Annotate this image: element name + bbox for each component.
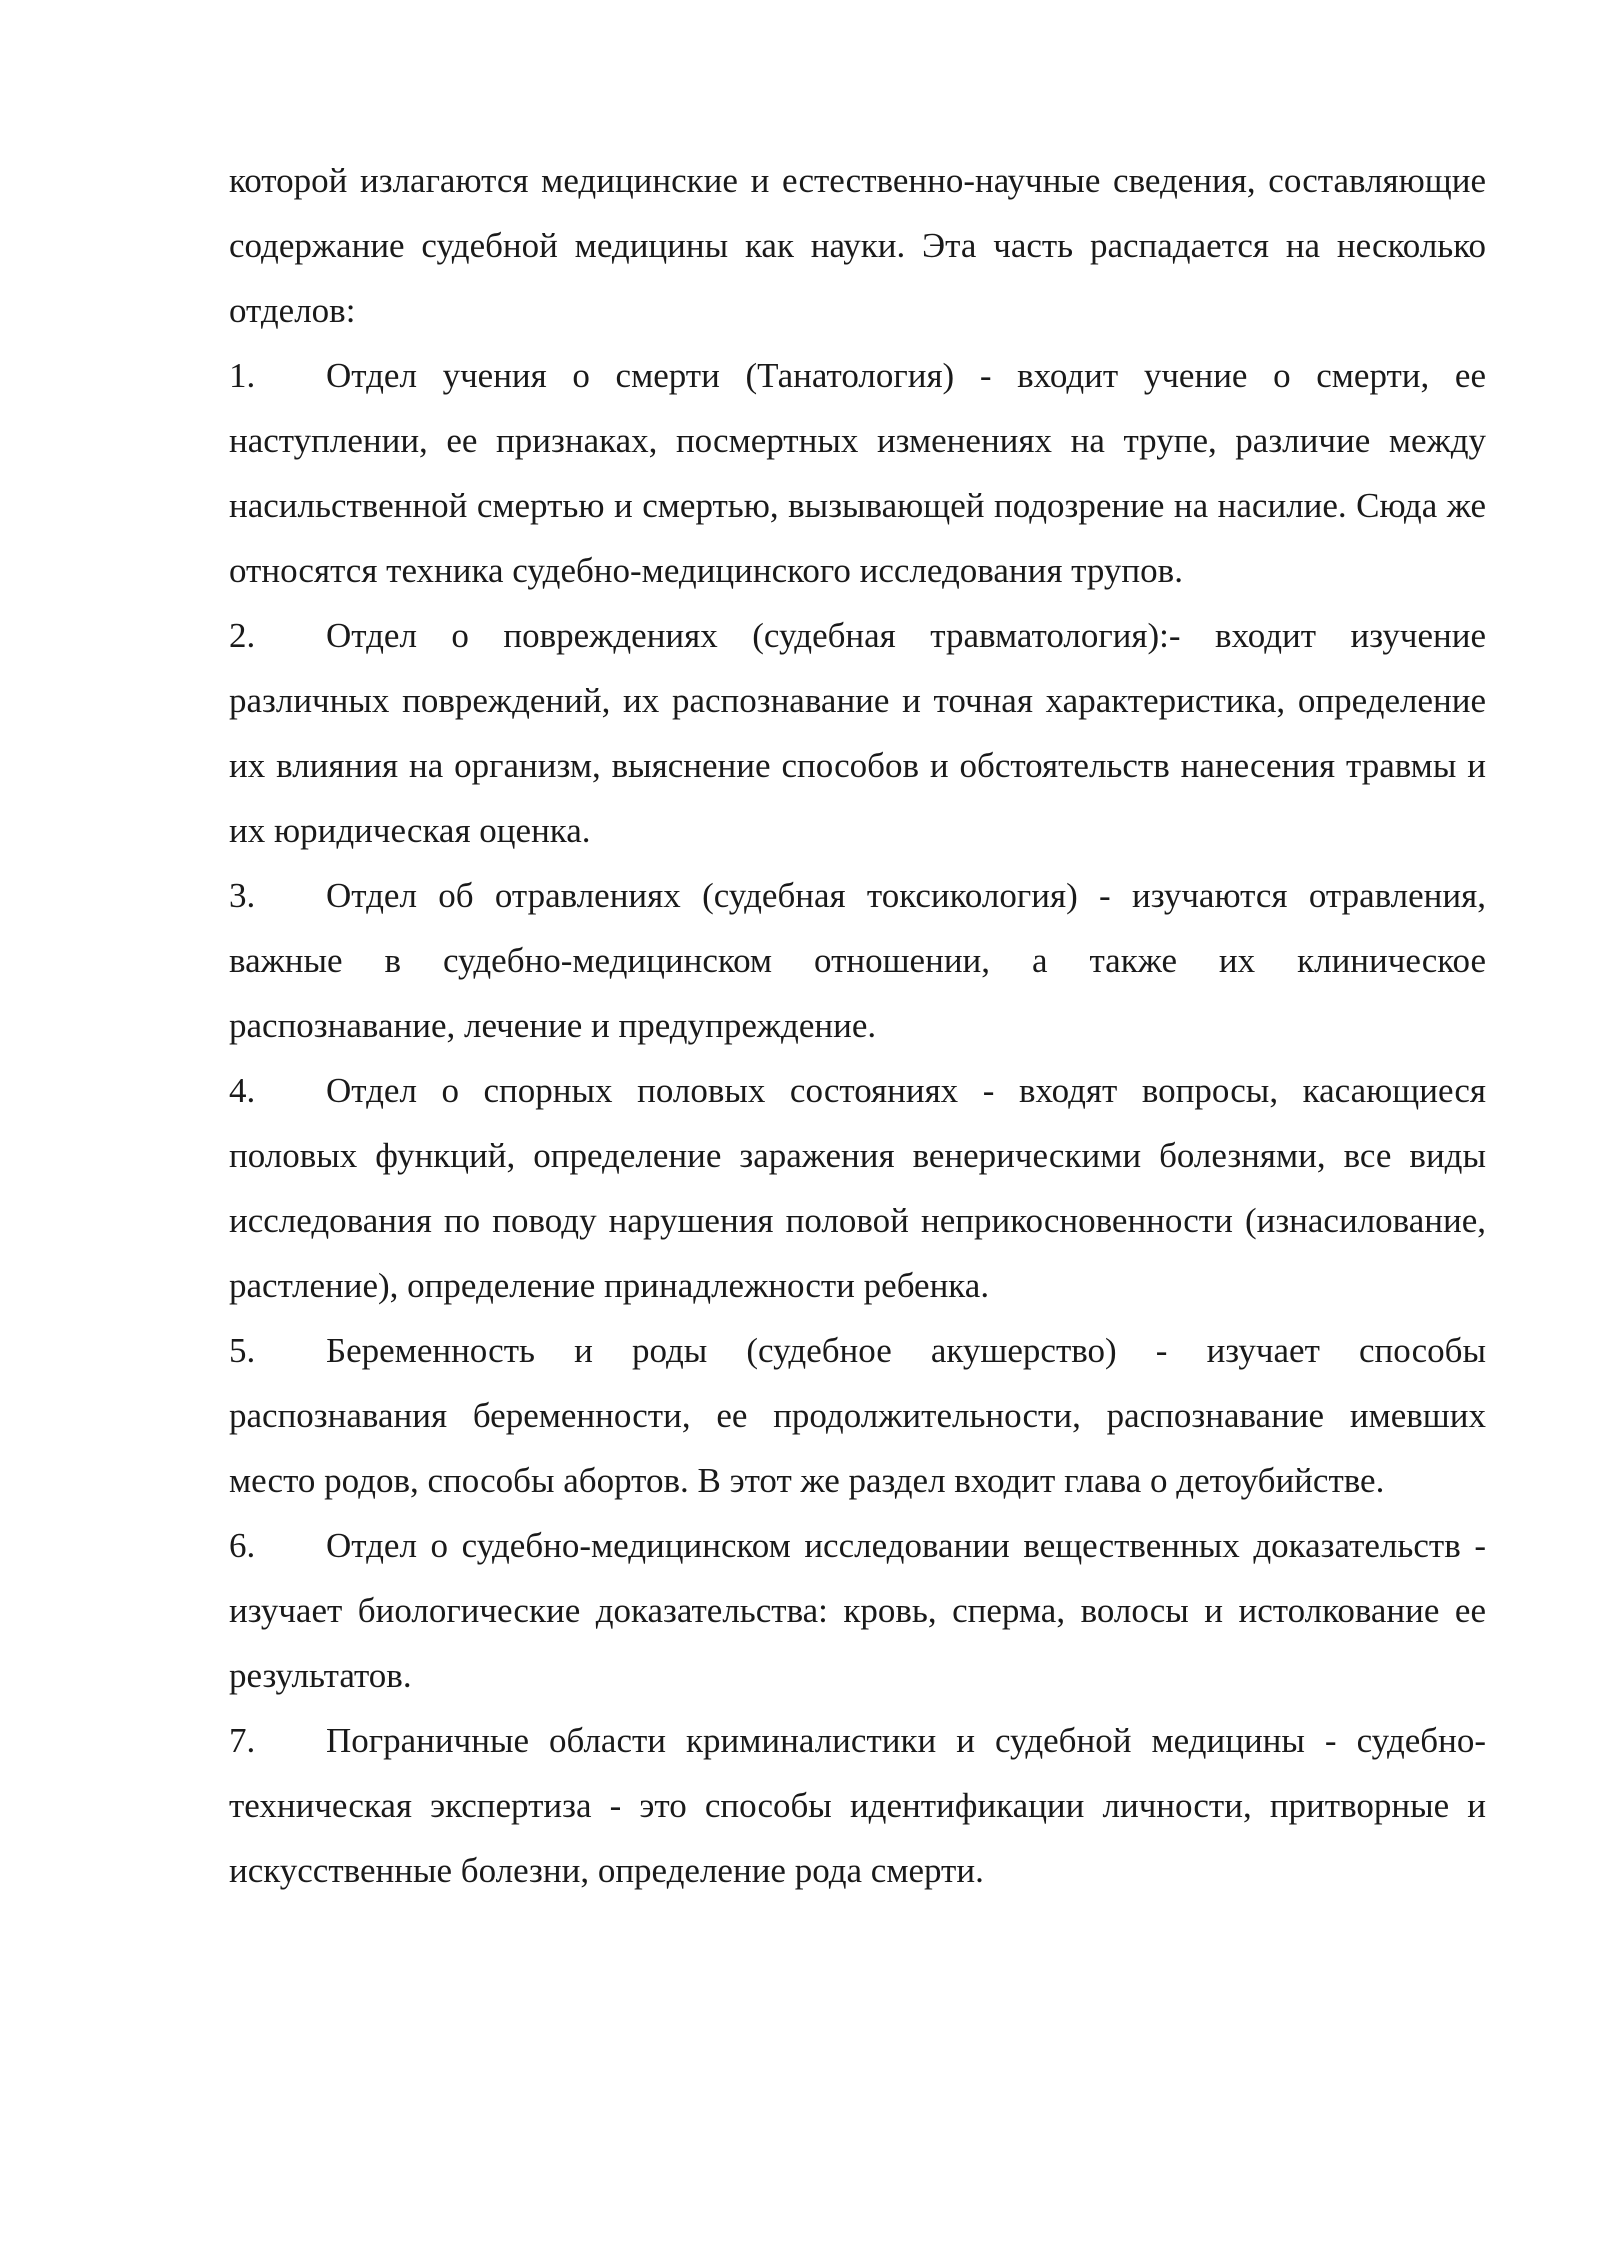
list-item [229, 1058, 1486, 1318]
list-item [229, 1318, 1486, 1513]
list-item-number: 5. [229, 1331, 256, 1370]
list-item-number: 7. [229, 1721, 256, 1760]
list-item [229, 343, 1486, 603]
list-item-number: 3. [229, 876, 256, 915]
list-item [229, 1708, 1486, 1903]
list-item-text: Отдел о повреждениях (судебная травматология):- входит изучение различных повреждений, их распознавание и точная характеристика, определение их влияния на организм, выяснение способов и обстоятельств нанесения травмы и их юридическая оценка. [229, 616, 1486, 850]
list-item-number: 4. [229, 1071, 256, 1110]
list-item-text: Отдел учения о смерти (Танатология) - входит учение о смерти, ее наступлении, ее признаках, посмертных изменениях на трупе, различие между насильственной смертью и смертью, вызывающей подозрение на насилие. Сюда же относятся техника судебно-медицинского исследования трупов. [229, 356, 1486, 590]
list-item-text: Пограничные области криминалистики и судебной медицины - судебно-техническая экспертиза - это способы идентификации личности, притворные и искусственные болезни, определение рода смерти. [229, 1721, 1486, 1890]
list-item [229, 1513, 1486, 1708]
list-item [229, 603, 1486, 863]
list-item-text: Отдел о спорных половых состояниях - входят вопросы, касающиеся половых функций, определение заражения венерическими болезнями, все виды исследования по поводу нарушения половой неприкосновенности (изнасилование, растление), определение принадлежности ребенка. [229, 1071, 1486, 1305]
list-item-text: Отдел об отравлениях (судебная токсикология) - изучаются отравления, важные в судебно-медицинском отношении, а также их клиническое распознавание, лечение и предупреждение. [229, 876, 1486, 1045]
list-item-number: 6. [229, 1526, 256, 1565]
list-item-number: 2. [229, 616, 256, 655]
body-text [229, 148, 1486, 1903]
list-item-number: 1. [229, 356, 256, 395]
list-item-text: Отдел о судебно-медицинском исследовании вещественных доказательств - изучает биологические доказательства: кровь, сперма, волосы и истолкование ее результатов. [229, 1526, 1486, 1695]
list-item-text: Беременность и роды (судебное акушерство) - изучает способы распознавания беременности, ее продолжительности, распознавание имевших место родов, способы абортов. В этот же раздел входит глава о детоубийстве. [229, 1331, 1486, 1500]
intro-paragraph: которой излагаются медицинские и естественно-научные сведения, составляющие содержание судебной медицины как науки. Эта часть распадается на несколько отделов: [229, 161, 1486, 330]
list-item [229, 863, 1486, 1058]
